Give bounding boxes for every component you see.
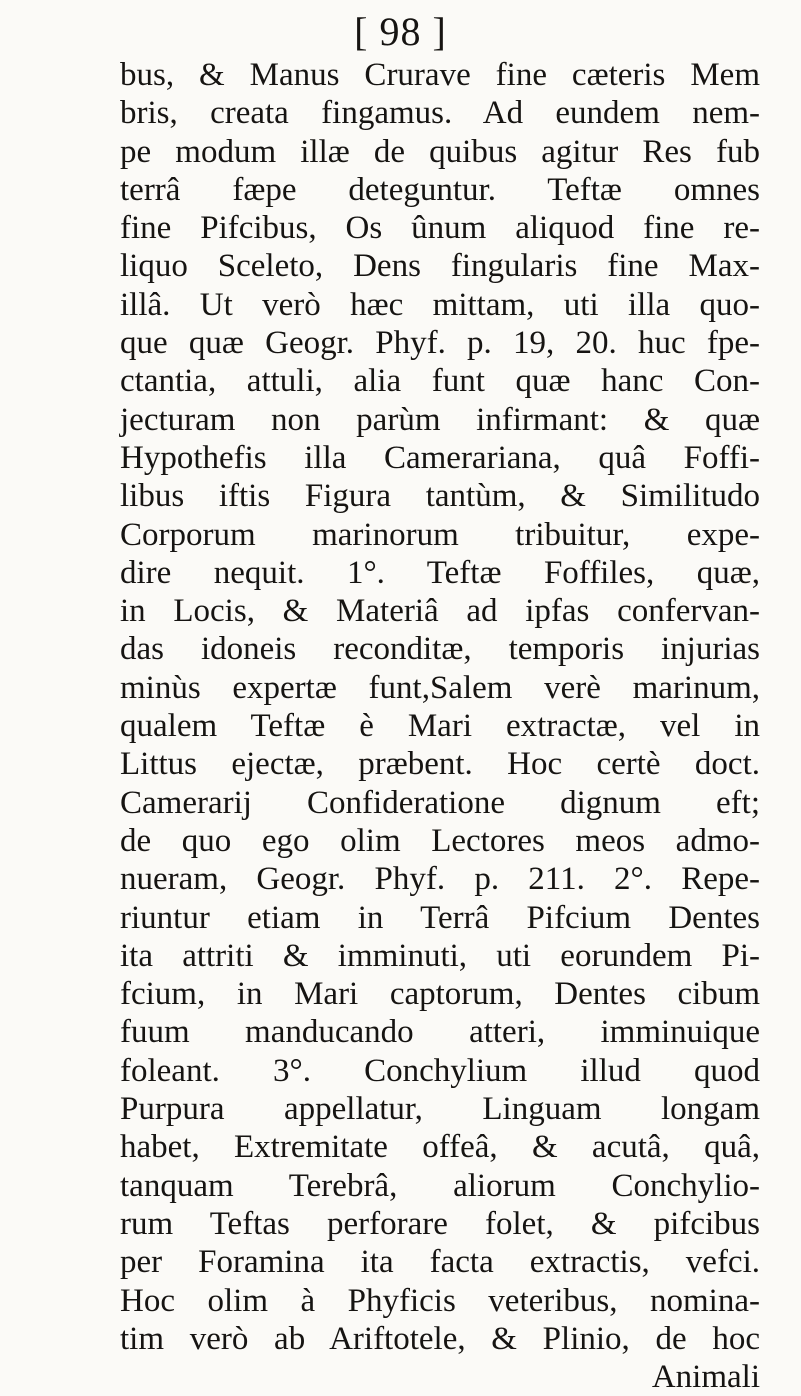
text-line: fuum manducando atteri, imminuique <box>120 1014 760 1051</box>
text-line: Littus ejectæ, præbent. Hoc certè doct. <box>120 746 760 783</box>
text-line: Hypothefis illa Camerariana, quâ Foffi- <box>120 439 760 476</box>
text-line: pe modum illæ de quibus agitur Res fub <box>120 133 760 170</box>
text-line: tanquam Terebrâ, aliorum Conchylio- <box>120 1167 760 1204</box>
text-line: in Locis, & Materiâ ad ipfas confervan- <box>120 593 760 630</box>
text-line: Hoc olim à Phyficis veteribus, nomina- <box>120 1282 760 1319</box>
text-line: qualem Teftæ è Mari extractæ, vel in <box>120 708 760 745</box>
text-line: fcium, in Mari captorum, Dentes cibum <box>120 976 760 1013</box>
text-line: ita attriti & imminuti, uti eorundem Pi- <box>120 937 760 974</box>
text-line: ctantia, attuli, alia funt quæ hanc Con- <box>120 363 760 400</box>
text-line: habet, Extremitate offeâ, & acutâ, quâ, <box>120 1129 760 1166</box>
page-number: [ 98 ] <box>354 9 447 54</box>
text-line: per Foramina ita facta extractis, vefci. <box>120 1244 760 1281</box>
text-line: rum Teftas perforare folet, & pifcibus <box>120 1205 760 1242</box>
text-line: Purpura appellatur, Linguam longam <box>120 1091 760 1128</box>
text-line: libus iftis Figura tantùm, & Similitudo <box>120 478 760 515</box>
text-line: foleant. 3°. Conchylium illud quod <box>120 1052 760 1089</box>
text-line: de quo ego olim Lectores meos admo- <box>120 822 760 859</box>
text-line: minùs expertæ funt,Salem verè marinum, <box>120 669 760 706</box>
text-line: Animali <box>651 1359 760 1396</box>
text-line: Camerarij Confideratione dignum eft; <box>120 784 760 821</box>
text-line: riuntur etiam in Terrâ Pifcium Dentes <box>120 899 760 936</box>
text-line: liquo Sceleto, Dens fingularis fine Max- <box>120 248 760 285</box>
text-line: bris, creata fingamus. Ad eundem nem- <box>120 95 760 132</box>
text-line: terrâ fæpe deteguntur. Teftæ omnes <box>120 171 760 208</box>
text-line: que quæ Geogr. Phyf. p. 19, 20. huc fpe- <box>120 325 760 362</box>
text-line: das idoneis reconditæ, temporis injurias <box>120 631 760 668</box>
text-line: jecturam non parùm infirmant: & quæ <box>120 401 760 438</box>
text-line: tim verò ab Ariftotele, & Plinio, de hoc <box>120 1320 760 1357</box>
text-line: Corporum marinorum tribuitur, expe- <box>120 516 760 553</box>
body-text <box>120 56 760 1396</box>
text-line: nueram, Geogr. Phyf. p. 211. 2°. Repe- <box>120 861 760 898</box>
text-line: illâ. Ut verò hæc mittam, uti illa quo- <box>120 286 760 323</box>
text-line: bus, & Manus Crurave fine cæteris Mem <box>120 57 760 93</box>
text-line: fine Pifcibus, Os ûnum aliquod fine re- <box>120 210 760 247</box>
text-line: dire nequit. 1°. Teftæ Foffiles, quæ, <box>120 554 760 591</box>
